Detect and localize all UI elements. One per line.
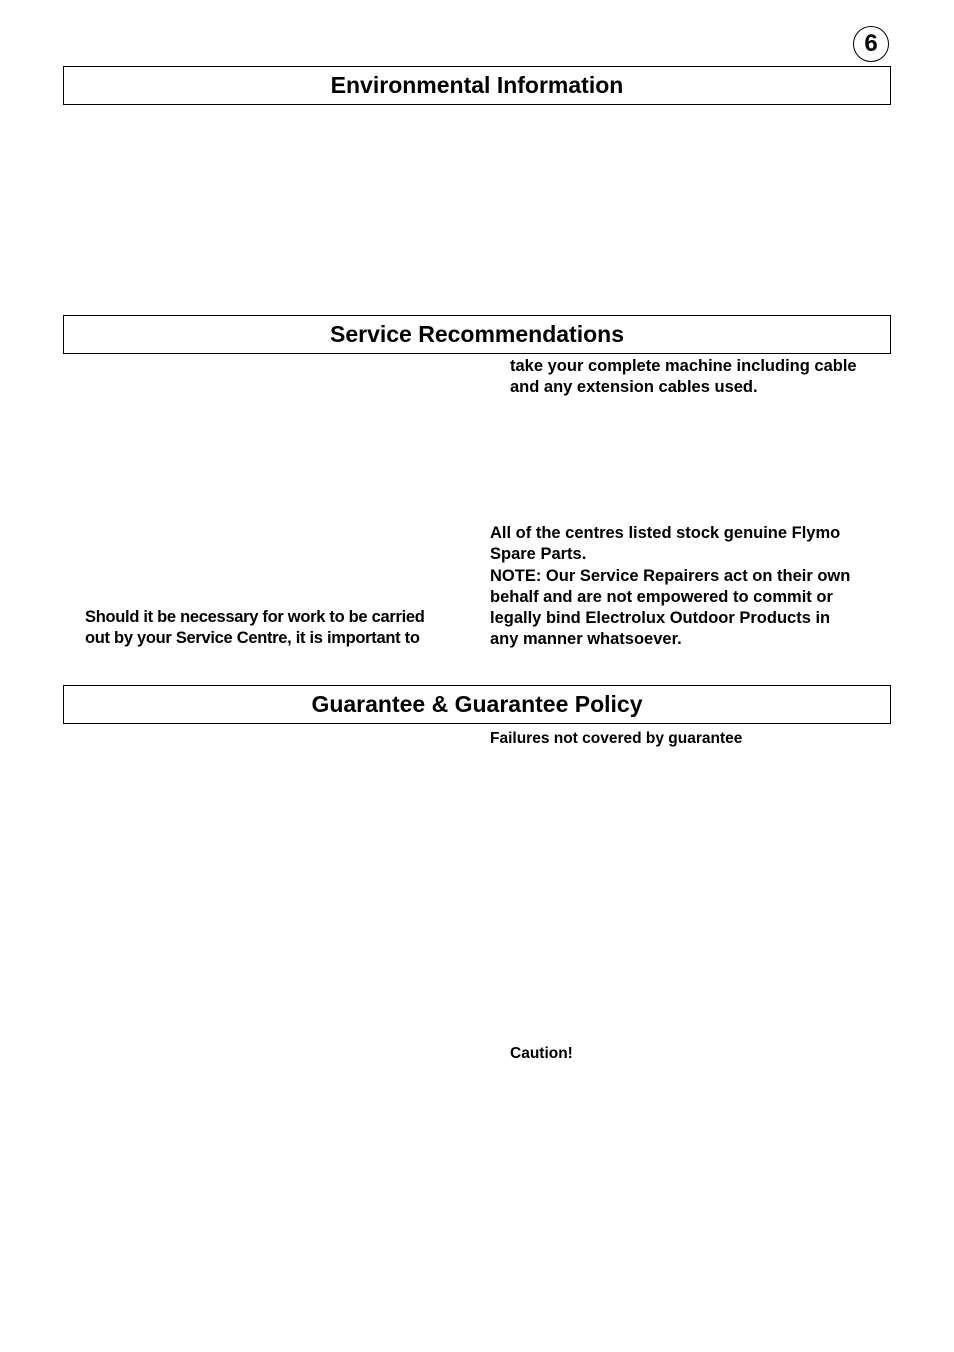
text-line: Should it be necessary for work to be carried: [85, 608, 425, 626]
environmental-information-header: Environmental Information: [63, 66, 891, 105]
text-line: All of the centres listed stock genuine Flymo: [490, 524, 841, 542]
take-machine-text: [510, 356, 857, 399]
text-line: behalf and are not empowered to commit or: [490, 587, 833, 606]
text-line: take your complete machine including cable: [510, 357, 857, 375]
service-recommendations-header: Service Recommendations: [63, 315, 891, 354]
text-line: any manner whatsoever.: [490, 630, 682, 649]
guarantee-policy-header: Guarantee & Guarantee Policy: [63, 685, 891, 724]
text-line: and any extension cables used.: [510, 378, 758, 397]
text-line: NOTE: Our Service Repairers act on their own: [490, 566, 851, 585]
text-line: out by your Service Centre, it is important to: [85, 629, 420, 648]
text-line: Spare Parts.: [490, 545, 587, 564]
centres-text: [490, 523, 850, 651]
caution-label: Caution!: [510, 1045, 573, 1062]
service-centre-text: [85, 607, 425, 650]
failures-not-covered-heading: Failures not covered by guarantee: [490, 730, 743, 747]
page-number: 6: [853, 26, 889, 62]
text-line: legally bind Electrolux Outdoor Products in: [490, 609, 831, 628]
